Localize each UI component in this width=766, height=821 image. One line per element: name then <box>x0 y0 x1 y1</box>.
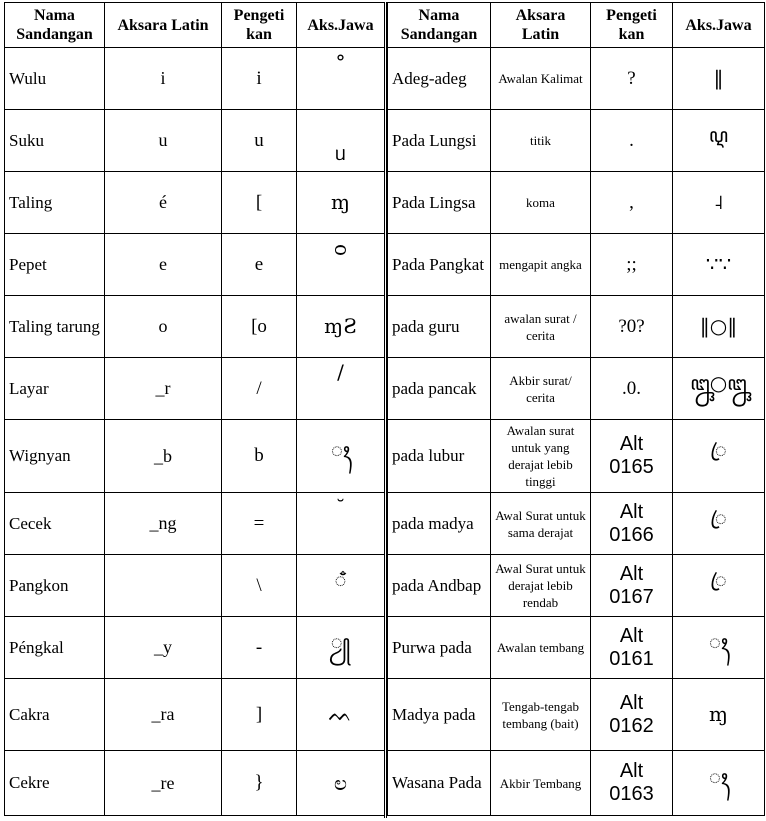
cell-name: Taling <box>5 172 105 234</box>
cell-key: } <box>222 751 297 816</box>
table-row <box>388 679 765 751</box>
cell-name: Pada Lungsi <box>388 110 491 172</box>
cell-key: b <box>222 420 297 493</box>
header-jawa: Aks.Jawa <box>297 3 385 48</box>
javanese-glyph-icon: ꦃ <box>331 438 350 462</box>
cell-latin <box>105 555 222 617</box>
javanese-glyph-icon: ꦉ <box>708 122 729 147</box>
cell-key: , <box>591 172 673 234</box>
cell-jawa <box>673 358 765 420</box>
cell-jawa <box>297 493 385 555</box>
cell-key: = <box>222 493 297 555</box>
cell-jawa <box>673 555 765 617</box>
cell-name: Purwa pada <box>388 617 491 679</box>
javanese-glyph-icon: ᨓ <box>328 702 353 726</box>
cell-jawa <box>673 617 765 679</box>
cell-jawa <box>297 172 385 234</box>
cell-latin: _b <box>105 420 222 493</box>
javanese-glyph-icon: ˨ <box>713 190 724 214</box>
cell-name: Layar <box>5 358 105 420</box>
table-row <box>5 555 385 617</box>
right-table <box>387 2 765 816</box>
cell-name: Pada Pangkat <box>388 234 491 296</box>
cell-latin: _re <box>105 751 222 816</box>
cell-name: Suku <box>5 110 105 172</box>
cell-jawa <box>673 172 765 234</box>
table-row <box>388 493 765 555</box>
table-row <box>5 679 385 751</box>
sandangan-table <box>4 2 764 818</box>
cell-latin: mengapit angka <box>491 234 591 296</box>
header-name: Nama Sandangan <box>388 3 491 48</box>
cell-key: ?0? <box>591 296 673 358</box>
table-row <box>388 420 765 493</box>
cell-latin: Akbir Tembang <box>491 751 591 816</box>
cell-jawa <box>673 110 765 172</box>
cell-name: pada pancak <box>388 358 491 420</box>
table-row <box>5 358 385 420</box>
header-name: Nama Sandangan <box>5 3 105 48</box>
cell-jawa <box>297 679 385 751</box>
javanese-glyph-icon: ᥙ <box>335 141 346 165</box>
javanese-glyph-icon: ꦿ <box>710 567 727 592</box>
table-row <box>388 234 765 296</box>
table-row <box>388 110 765 172</box>
cell-key: Alt 0165 <box>591 420 673 493</box>
cell-jawa <box>673 751 765 816</box>
cell-jawa <box>297 617 385 679</box>
cell-jawa <box>673 296 765 358</box>
cell-key: Alt 0161 <box>591 617 673 679</box>
cell-latin: Tengab-tengab tembang (bait) <box>491 679 591 751</box>
cell-key: Alt 0163 <box>591 751 673 816</box>
javanese-glyph-icon: ˘ <box>335 495 346 519</box>
cell-key: / <box>222 358 297 420</box>
cell-jawa <box>673 48 765 110</box>
javanese-glyph-icon: ° <box>335 50 346 74</box>
javanese-glyph-icon: ɱ <box>331 190 350 214</box>
javanese-glyph-icon: ꦃ <box>709 765 728 789</box>
cell-key: . <box>591 110 673 172</box>
left-table <box>4 2 385 816</box>
cell-name: Wasana Pada <box>388 751 491 816</box>
cell-name: Pangkon <box>5 555 105 617</box>
cell-name: Cakra <box>5 679 105 751</box>
cell-latin: awalan surat / cerita <box>491 296 591 358</box>
cell-jawa <box>297 110 385 172</box>
header-row <box>5 3 385 48</box>
cell-latin: u <box>105 110 222 172</box>
cell-latin: Awalan Kalimat <box>491 48 591 110</box>
table-row <box>5 420 385 493</box>
header-key: Pengeti kan <box>222 3 297 48</box>
cell-name: pada guru <box>388 296 491 358</box>
header-row <box>388 3 765 48</box>
cell-key: \ <box>222 555 297 617</box>
cell-key: .0. <box>591 358 673 420</box>
cell-name: Adeg-adeg <box>388 48 491 110</box>
cell-latin: Awal Surat untuk sama derajat <box>491 493 591 555</box>
table-row <box>388 172 765 234</box>
cell-jawa <box>297 555 385 617</box>
cell-jawa <box>673 493 765 555</box>
cell-name: Pepet <box>5 234 105 296</box>
cell-name: pada madya <box>388 493 491 555</box>
cell-name: Pada Lingsa <box>388 172 491 234</box>
cell-latin: Awal Surat untuk derajat lebib rendab <box>491 555 591 617</box>
javanese-glyph-icon: / <box>337 360 344 384</box>
javanese-glyph-icon: ꦃ <box>709 629 728 654</box>
cell-name: Cecek <box>5 493 105 555</box>
javanese-glyph-icon: ɱƧ <box>324 314 357 338</box>
cell-key: ? <box>591 48 673 110</box>
cell-key: - <box>222 617 297 679</box>
cell-jawa <box>673 679 765 751</box>
cell-latin: _ra <box>105 679 222 751</box>
header-latin: Aksara Latin <box>105 3 222 48</box>
cell-latin: o <box>105 296 222 358</box>
javanese-glyph-icon: ‖○‖ <box>699 314 738 338</box>
cell-jawa <box>673 234 765 296</box>
cell-jawa <box>673 420 765 493</box>
cell-name: Wignyan <box>5 420 105 493</box>
cell-key: u <box>222 110 297 172</box>
cell-name: Péngkal <box>5 617 105 679</box>
table-row <box>5 110 385 172</box>
javanese-glyph-icon: ‖ <box>713 66 724 90</box>
javanese-glyph-icon: ꦿ <box>710 505 727 530</box>
cell-latin: titik <box>491 110 591 172</box>
javanese-glyph-icon: ᴑ <box>334 236 347 260</box>
table-row <box>5 751 385 816</box>
cell-jawa <box>297 234 385 296</box>
cell-latin: e <box>105 234 222 296</box>
javanese-glyph-icon: ꦀ <box>334 567 347 592</box>
cell-name: Madya pada <box>388 679 491 751</box>
table-row <box>5 493 385 555</box>
header-jawa: Aks.Jawa <box>673 3 765 48</box>
cell-name: Taling tarung <box>5 296 105 358</box>
javanese-glyph-icon: ∵∵ <box>705 252 732 276</box>
table-row <box>388 751 765 816</box>
cell-key: ] <box>222 679 297 751</box>
cell-latin: Awalan tembang <box>491 617 591 679</box>
cell-name: pada lubur <box>388 420 491 493</box>
javanese-glyph-icon: ɱ <box>709 702 728 726</box>
cell-latin: Akbir surat/ cerita <box>491 358 591 420</box>
cell-jawa <box>297 296 385 358</box>
cell-jawa <box>297 420 385 493</box>
cell-latin: _ng <box>105 493 222 555</box>
header-key: Pengeti kan <box>591 3 673 48</box>
cell-latin: é <box>105 172 222 234</box>
cell-name: Wulu <box>5 48 105 110</box>
javanese-glyph-icon: ಲ <box>334 770 347 795</box>
cell-name: pada Andbap <box>388 555 491 617</box>
cell-latin: i <box>105 48 222 110</box>
cell-key: Alt 0167 <box>591 555 673 617</box>
table-row <box>388 48 765 110</box>
cell-key: ;; <box>591 234 673 296</box>
cell-latin: Awalan surat untuk yang derajat lebib tinggi <box>491 420 591 493</box>
cell-jawa <box>297 751 385 816</box>
javanese-glyph-icon: ꦋ○ꦋ <box>690 370 747 395</box>
cell-latin: _y <box>105 617 222 679</box>
cell-jawa <box>297 358 385 420</box>
cell-latin: koma <box>491 172 591 234</box>
table-row <box>5 617 385 679</box>
table-row <box>5 172 385 234</box>
table-row <box>5 234 385 296</box>
javanese-glyph-icon: ꦾ <box>330 629 351 654</box>
table-row <box>388 555 765 617</box>
cell-latin: _r <box>105 358 222 420</box>
cell-key: i <box>222 48 297 110</box>
javanese-glyph-icon: ꦿ <box>710 438 727 462</box>
cell-key: e <box>222 234 297 296</box>
cell-name: Cekre <box>5 751 105 816</box>
cell-key: [o <box>222 296 297 358</box>
table-row <box>5 296 385 358</box>
table-row <box>388 296 765 358</box>
cell-key: Alt 0166 <box>591 493 673 555</box>
table-row <box>388 358 765 420</box>
table-row <box>388 617 765 679</box>
cell-jawa <box>297 48 385 110</box>
cell-key: Alt 0162 <box>591 679 673 751</box>
table-row <box>5 48 385 110</box>
cell-key: [ <box>222 172 297 234</box>
header-latin: Aksara Latin <box>491 3 591 48</box>
